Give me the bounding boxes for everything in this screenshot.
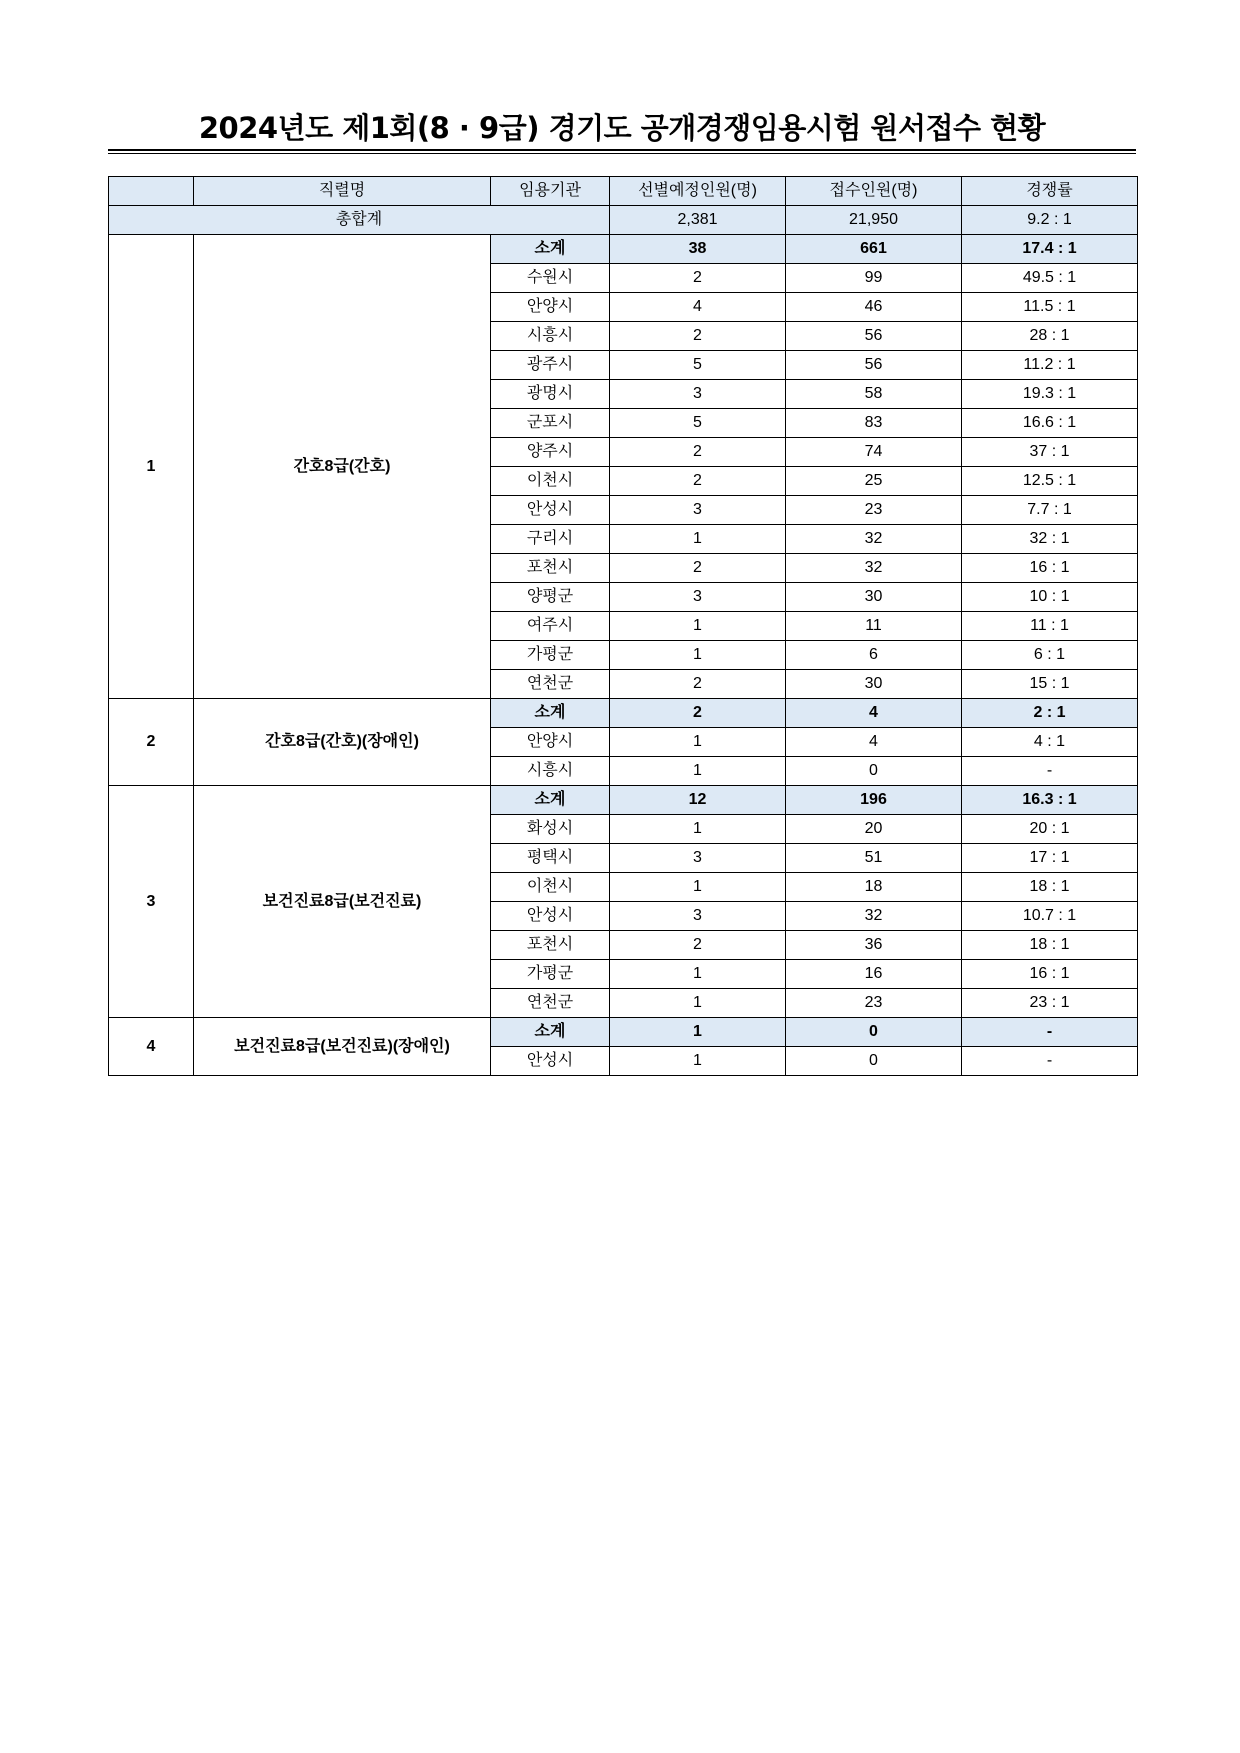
page-title: 2024년도 제1회(8 · 9급) 경기도 공개경쟁임용시험 원서접수 현황	[198, 111, 1046, 145]
agency-cell: 안성시	[491, 496, 610, 525]
ratio-cell: 11 : 1	[962, 612, 1138, 641]
subtotal-ratio: 2 : 1	[962, 699, 1138, 728]
ratio-cell: 6 : 1	[962, 641, 1138, 670]
applied-cell: 11	[786, 612, 962, 641]
ratio-cell: 19.3 : 1	[962, 380, 1138, 409]
application-status-table	[108, 176, 1138, 1076]
subtotal-row	[109, 786, 1138, 815]
header-cell-ratio: 경쟁률	[962, 177, 1138, 206]
applied-cell: 25	[786, 467, 962, 496]
title-underline	[108, 149, 1136, 151]
planned-cell: 2	[610, 322, 786, 351]
group-number: 2	[109, 699, 194, 786]
subtotal-planned: 1	[610, 1018, 786, 1047]
subtotal-planned: 12	[610, 786, 786, 815]
header-cell-planned: 선별예정인원(명)	[610, 177, 786, 206]
agency-cell: 여주시	[491, 612, 610, 641]
subtotal-applied: 0	[786, 1018, 962, 1047]
applied-cell: 32	[786, 902, 962, 931]
agency-cell: 양주시	[491, 438, 610, 467]
planned-cell: 1	[610, 873, 786, 902]
group-series-name: 보건진료8급(보건진료)(장애인)	[194, 1018, 491, 1076]
agency-cell: 수원시	[491, 264, 610, 293]
subtotal-ratio: 17.4 : 1	[962, 235, 1138, 264]
agency-cell: 안성시	[491, 1047, 610, 1076]
applied-cell: 74	[786, 438, 962, 467]
subtotal-ratio: -	[962, 1018, 1138, 1047]
planned-cell: 2	[610, 670, 786, 699]
applied-cell: 83	[786, 409, 962, 438]
planned-cell: 2	[610, 467, 786, 496]
applied-cell: 58	[786, 380, 962, 409]
applied-cell: 23	[786, 989, 962, 1018]
agency-cell: 포천시	[491, 931, 610, 960]
grand-total-applied: 21,950	[786, 206, 962, 235]
agency-cell: 광주시	[491, 351, 610, 380]
ratio-cell: 12.5 : 1	[962, 467, 1138, 496]
agency-cell: 가평군	[491, 641, 610, 670]
ratio-cell: 49.5 : 1	[962, 264, 1138, 293]
planned-cell: 1	[610, 525, 786, 554]
planned-cell: 4	[610, 293, 786, 322]
agency-cell: 양평군	[491, 583, 610, 612]
applied-cell: 36	[786, 931, 962, 960]
subtotal-applied: 661	[786, 235, 962, 264]
agency-cell: 이천시	[491, 873, 610, 902]
grand-total-row	[109, 206, 1138, 235]
ratio-cell: 7.7 : 1	[962, 496, 1138, 525]
header-cell-agency: 임용기관	[491, 177, 610, 206]
ratio-cell: -	[962, 757, 1138, 786]
ratio-cell: 15 : 1	[962, 670, 1138, 699]
applied-cell: 99	[786, 264, 962, 293]
ratio-cell: 18 : 1	[962, 873, 1138, 902]
applied-cell: 20	[786, 815, 962, 844]
agency-cell: 광명시	[491, 380, 610, 409]
ratio-cell: 32 : 1	[962, 525, 1138, 554]
group-series-name: 보건진료8급(보건진료)	[194, 786, 491, 1018]
applied-cell: 0	[786, 757, 962, 786]
subtotal-row	[109, 1018, 1138, 1047]
planned-cell: 5	[610, 351, 786, 380]
grand-total-ratio: 9.2 : 1	[962, 206, 1138, 235]
agency-cell: 안양시	[491, 293, 610, 322]
applied-cell: 0	[786, 1047, 962, 1076]
applied-cell: 4	[786, 728, 962, 757]
planned-cell: 1	[610, 757, 786, 786]
planned-cell: 1	[610, 960, 786, 989]
group-number: 3	[109, 786, 194, 1018]
agency-cell: 이천시	[491, 467, 610, 496]
planned-cell: 1	[610, 641, 786, 670]
ratio-cell: 10 : 1	[962, 583, 1138, 612]
subtotal-row	[109, 235, 1138, 264]
ratio-cell: 16 : 1	[962, 960, 1138, 989]
title-block	[108, 108, 1136, 154]
applied-cell: 30	[786, 583, 962, 612]
applied-cell: 18	[786, 873, 962, 902]
ratio-cell: 11.5 : 1	[962, 293, 1138, 322]
subtotal-label: 소계	[491, 1018, 610, 1047]
applied-cell: 23	[786, 496, 962, 525]
planned-cell: 2	[610, 554, 786, 583]
ratio-cell: 18 : 1	[962, 931, 1138, 960]
grand-total-label: 총합계	[109, 206, 610, 235]
planned-cell: 1	[610, 989, 786, 1018]
planned-cell: 3	[610, 844, 786, 873]
applied-cell: 16	[786, 960, 962, 989]
agency-cell: 포천시	[491, 554, 610, 583]
planned-cell: 1	[610, 815, 786, 844]
agency-cell: 평택시	[491, 844, 610, 873]
subtotal-label: 소계	[491, 699, 610, 728]
applied-cell: 56	[786, 351, 962, 380]
ratio-cell: 16 : 1	[962, 554, 1138, 583]
group-number: 4	[109, 1018, 194, 1076]
group-number: 1	[109, 235, 194, 699]
ratio-cell: 23 : 1	[962, 989, 1138, 1018]
ratio-cell: 28 : 1	[962, 322, 1138, 351]
planned-cell: 5	[610, 409, 786, 438]
group-series-name: 간호8급(간호)	[194, 235, 491, 699]
planned-cell: 2	[610, 931, 786, 960]
applied-cell: 56	[786, 322, 962, 351]
subtotal-planned: 2	[610, 699, 786, 728]
ratio-cell: 37 : 1	[962, 438, 1138, 467]
group-series-name: 간호8급(간호)(장애인)	[194, 699, 491, 786]
subtotal-label: 소계	[491, 786, 610, 815]
subtotal-applied: 4	[786, 699, 962, 728]
applied-cell: 6	[786, 641, 962, 670]
planned-cell: 1	[610, 728, 786, 757]
planned-cell: 3	[610, 380, 786, 409]
grand-total-planned: 2,381	[610, 206, 786, 235]
header-cell-blank	[109, 177, 194, 206]
ratio-cell: 10.7 : 1	[962, 902, 1138, 931]
subtotal-label: 소계	[491, 235, 610, 264]
agency-cell: 안성시	[491, 902, 610, 931]
planned-cell: 2	[610, 438, 786, 467]
planned-cell: 3	[610, 583, 786, 612]
header-row	[109, 177, 1138, 206]
agency-cell: 화성시	[491, 815, 610, 844]
ratio-cell: 16.6 : 1	[962, 409, 1138, 438]
subtotal-planned: 38	[610, 235, 786, 264]
subtotal-ratio: 16.3 : 1	[962, 786, 1138, 815]
subtotal-applied: 196	[786, 786, 962, 815]
agency-cell: 군포시	[491, 409, 610, 438]
applied-cell: 32	[786, 525, 962, 554]
agency-cell: 안양시	[491, 728, 610, 757]
applied-cell: 51	[786, 844, 962, 873]
applied-cell: 32	[786, 554, 962, 583]
planned-cell: 1	[610, 1047, 786, 1076]
agency-cell: 연천군	[491, 670, 610, 699]
agency-cell: 시흥시	[491, 757, 610, 786]
applied-cell: 30	[786, 670, 962, 699]
agency-cell: 구리시	[491, 525, 610, 554]
planned-cell: 3	[610, 902, 786, 931]
ratio-cell: 11.2 : 1	[962, 351, 1138, 380]
planned-cell: 3	[610, 496, 786, 525]
applied-cell: 46	[786, 293, 962, 322]
agency-cell: 연천군	[491, 989, 610, 1018]
planned-cell: 2	[610, 264, 786, 293]
subtotal-row	[109, 699, 1138, 728]
agency-cell: 가평군	[491, 960, 610, 989]
ratio-cell: 4 : 1	[962, 728, 1138, 757]
header-cell-series: 직렬명	[194, 177, 491, 206]
ratio-cell: 20 : 1	[962, 815, 1138, 844]
ratio-cell: -	[962, 1047, 1138, 1076]
title-underline-thin	[108, 153, 1136, 154]
header-cell-applied: 접수인원(명)	[786, 177, 962, 206]
planned-cell: 1	[610, 612, 786, 641]
agency-cell: 시흥시	[491, 322, 610, 351]
ratio-cell: 17 : 1	[962, 844, 1138, 873]
